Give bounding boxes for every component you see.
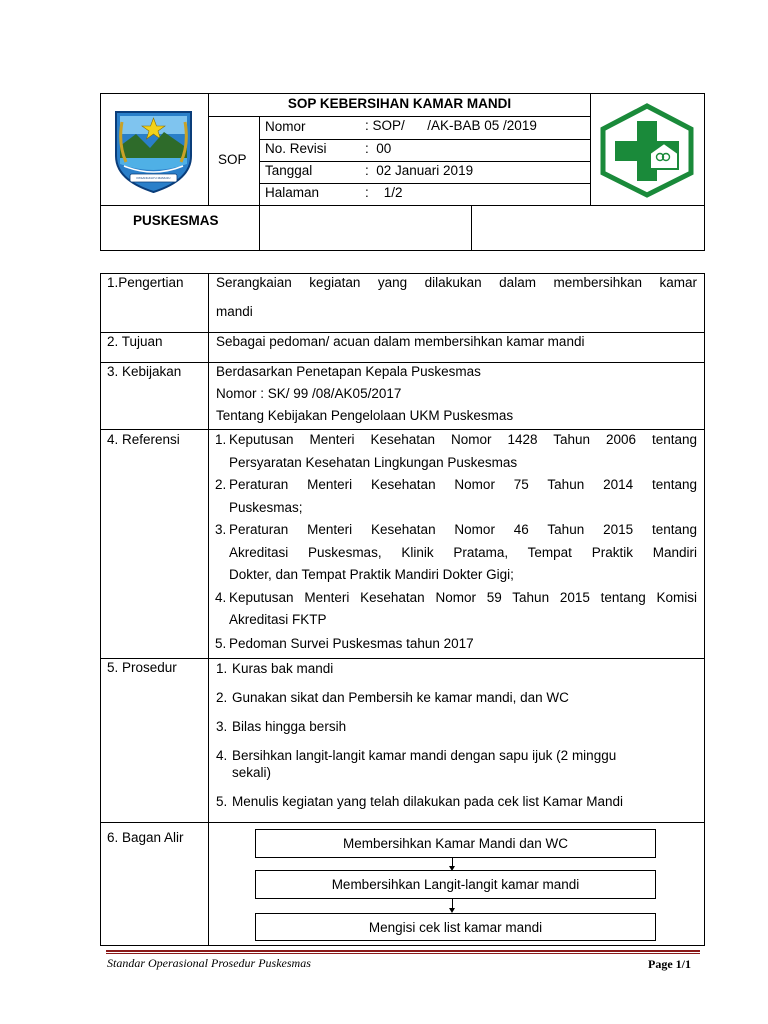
list-text-line: Kuras bak mandi <box>232 661 334 676</box>
list-text-line: Keputusan Menteri Kesehatan Nomor 1428 Tahun 2006 tentang <box>229 432 697 447</box>
flowchart-step: Mengisi cek list kamar mandi <box>255 913 656 941</box>
footer-rule <box>106 950 700 952</box>
section-text-line: Tentang Kebijakan Pengelolaan UKM Puskesmas <box>216 408 514 423</box>
list-number: 4. <box>216 748 228 763</box>
section-text-line: mandi <box>216 304 253 319</box>
section-text-line: Sebagai pedoman/ acuan dalam membersihkan kamar mandi <box>216 334 585 349</box>
section-label: 2. Tujuan <box>107 334 163 349</box>
regional-emblem-logo <box>106 104 201 194</box>
list-number: 5. <box>215 636 227 651</box>
section-text-line: Berdasarkan Penetapan Kepala Puskesmas <box>216 364 481 379</box>
section-label: 5. Prosedur <box>107 660 177 675</box>
field-value: : 02 Januari 2019 <box>365 163 474 178</box>
list-number: 1. <box>215 432 227 447</box>
sop-label: SOP <box>218 152 247 167</box>
section-label: 4. Referensi <box>107 432 180 447</box>
list-number: 1. <box>216 661 228 676</box>
field-label: Nomor <box>265 119 306 134</box>
list-number: 2. <box>216 690 228 705</box>
list-text-line: Gunakan sikat dan Pembersih ke kamar mandi, dan WC <box>232 690 569 705</box>
list-number: 3. <box>216 719 228 734</box>
list-text-line: Puskesmas; <box>229 500 303 515</box>
section-label: 3. Kebijakan <box>107 364 182 379</box>
section-label: 1.Pengertian <box>107 275 184 290</box>
list-text-line: Persyaratan Kesehatan Lingkungan Puskesmas <box>229 455 518 470</box>
flow-arrow <box>452 858 453 866</box>
flowchart-step: Membersihkan Kamar Mandi dan WC <box>255 829 656 858</box>
list-text-line: Pedoman Survei Puskesmas tahun 2017 <box>229 636 474 651</box>
section-text-line: Nomor : SK/ 99 /08/AK05/2017 <box>216 386 402 401</box>
document-title: SOP KEBERSIHAN KAMAR MANDI <box>287 96 512 111</box>
page-number: Page 1/1 <box>648 957 691 971</box>
field-value: : 1/2 <box>365 185 403 200</box>
list-text-line: Menulis kegiatan yang telah dilakukan pada cek list Kamar Mandi <box>232 794 623 809</box>
org-label: PUSKESMAS <box>133 213 219 228</box>
list-text-line: sekali) <box>232 765 272 780</box>
footer-rule-thin <box>106 953 700 954</box>
section-label: 6. Bagan Alir <box>107 830 184 845</box>
list-text-line: Bersihkan langit-langit kamar mandi dengan sapu ijuk (2 minggu <box>232 748 617 763</box>
flowchart-step: Membersihkan Langit-langit kamar mandi <box>255 870 656 899</box>
field-label: Tanggal <box>265 163 313 178</box>
field-label: No. Revisi <box>265 141 327 156</box>
list-text-line: Dokter, dan Tempat Praktik Mandiri Dokter Gigi; <box>229 567 514 582</box>
emblem-caption: PASANGKAYU MAMUJU <box>136 176 171 180</box>
list-number: 4. <box>215 590 227 605</box>
section-text-line: Serangkaian kegiatan yang dilakukan dalam membersihkan kamar <box>216 275 697 290</box>
flow-arrow <box>452 899 453 908</box>
list-text-line: Akreditasi FKTP <box>229 612 327 627</box>
list-number: 3. <box>215 522 227 537</box>
list-text-line: Peraturan Menteri Kesehatan Nomor 46 Tahun 2015 tentang <box>229 522 697 537</box>
list-text-line: Bilas hingga bersih <box>232 719 347 734</box>
list-number: 5. <box>216 794 228 809</box>
list-text-line: Peraturan Menteri Kesehatan Nomor 75 Tahun 2014 tentang <box>229 477 697 492</box>
field-value: : SOP/ /AK-BAB 05 /2019 <box>365 118 537 133</box>
field-label: Halaman <box>265 185 320 200</box>
puskesmas-logo <box>598 103 696 198</box>
list-text-line: Keputusan Menteri Kesehatan Nomor 59 Tahun 2015 tentang Komisi <box>229 590 697 605</box>
footer-caption: Standar Operasional Prosedur Puskesmas <box>107 956 311 970</box>
list-number: 2. <box>215 477 227 492</box>
field-value: : 00 <box>365 141 392 156</box>
list-text-line: Akreditasi Puskesmas, Klinik Pratama, Tempat Praktik Mandiri <box>229 545 697 560</box>
